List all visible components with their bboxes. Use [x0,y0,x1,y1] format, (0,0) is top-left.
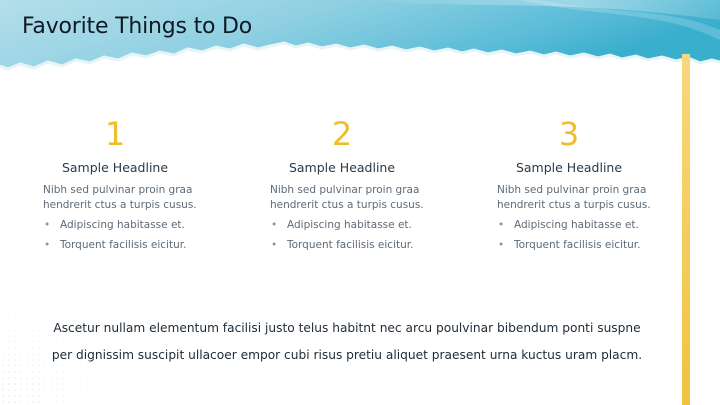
list-item [497,218,654,233]
bullet-dot-icon: • [271,239,278,251]
bullet-dot-icon: • [271,219,278,231]
bullet-list [484,218,654,253]
bullet-text: Adipiscing habitasse et. [287,219,412,231]
list-item [270,238,427,253]
column-description: Nibh sed pulvinar proin graa hendrerit ctus a turpis cusus. [43,184,197,211]
bullet-dot-icon: • [44,239,51,251]
bullet-dot-icon: • [498,219,505,231]
column-3 [484,116,654,258]
body-line-2: per dignissim suscipit ullacoer empor cubi risus pretiu aliquet praesent urna kuctus uram placm. [51,348,643,362]
bullet-dot-icon: • [44,219,51,231]
body-line-1: Ascetur nullam elementum facilisi justo telus habitnt nec arcu poulvinar bibendum ponti suspne [53,321,641,335]
column-headline: Sample Headline [515,160,623,175]
bullet-text: Adipiscing habitasse et. [514,219,639,231]
list-item [43,218,200,233]
gold-accent-bar [682,54,690,405]
bullet-dot-icon: • [498,239,505,251]
column-number: 2 [331,115,353,153]
bullet-list [257,218,427,253]
column-description: Nibh sed pulvinar proin graa hendrerit ctus a turpis cusus. [270,184,424,211]
bullet-text: Torquent facilisis eicitur. [514,239,641,251]
bullet-text: Torquent facilisis eicitur. [287,239,414,251]
torn-paper-banner [0,0,720,80]
list-item [270,218,427,233]
body-paragraph [24,315,670,369]
bullet-list [30,218,200,253]
bullet-text: Adipiscing habitasse et. [60,219,185,231]
column-1 [30,116,200,258]
list-item [497,238,654,253]
bullet-text: Torquent facilisis eicitur. [60,239,187,251]
column-headline: Sample Headline [61,160,169,175]
column-description: Nibh sed pulvinar proin graa hendrerit ctus a turpis cusus. [497,184,651,211]
slide-title: Favorite Things to Do [22,14,253,39]
list-item [43,238,200,253]
column-number: 3 [558,115,580,153]
column-number: 1 [104,115,126,153]
column-2 [257,116,427,258]
column-headline: Sample Headline [288,160,396,175]
